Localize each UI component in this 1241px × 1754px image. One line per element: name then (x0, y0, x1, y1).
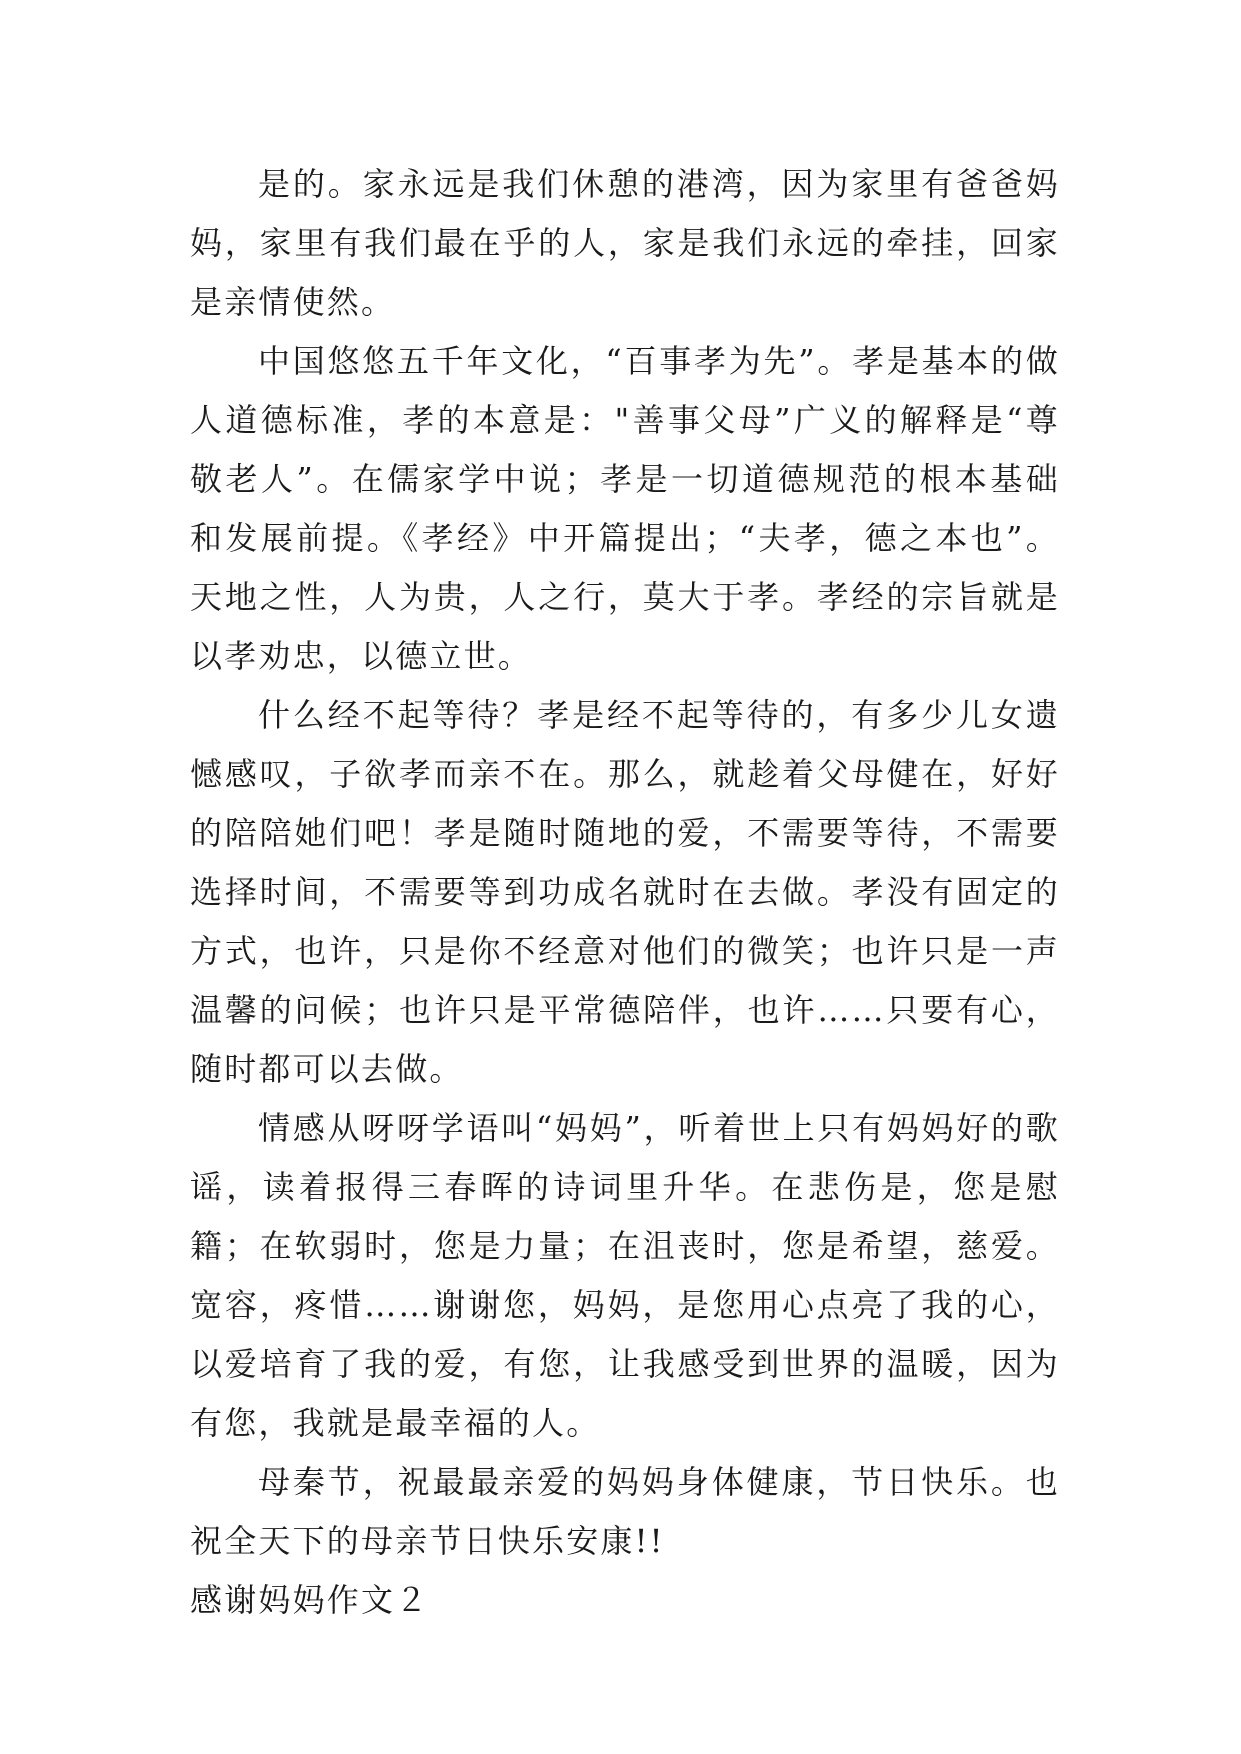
paragraph-cannot-wait: 什么经不起等待？孝是经不起等待的，有多少儿女遗憾感叹，子欲孝而亲不在。那么，就趁着父母健在，好好的陪陪她们吧！孝是随时随地的爱，不需要等待，不需要选择时间，不需要等到功成名就时在去做。孝没有固定的方式，也许，只是你不经意对他们的微笑；也许只是一声温馨的问候；也许只是平常德陪伴，也许……只要有心，随时都可以去做。 (190, 696, 1060, 1088)
document-body (190, 155, 1060, 1630)
paragraph-thanks-mother: 情感从呀呀学语叫“妈妈”，听着世上只有妈妈好的歌谣，读着报得三春晖的诗词里升华。在悲伤是，您是慰籍；在软弱时，您是力量；在沮丧时，您是希望，慈爱。宽容，疼惜……谢谢您，妈妈，是您用心点亮了我的心，以爱培育了我的爱，有您，让我感受到世界的温暖，因为有您，我就是最幸福的人。 (190, 1109, 1060, 1442)
essay-title-2: 感谢妈妈作文２ (190, 1581, 430, 1619)
paragraph-home-harbor: 是的。家永远是我们休憩的港湾，因为家里有爸爸妈妈，家里有我们最在乎的人，家是我们永远的牵挂，回家是亲情使然。 (190, 165, 1060, 321)
paragraph-filial-piety-culture: 中国悠悠五千年文化，“百事孝为先”。孝是基本的做人道德标准，孝的本意是："善事父母”广义的解释是“尊敬老人”。在儒家学中说；孝是一切道德规范的根本基础和发展前提。《孝经》中开篇提出；“夫孝，德之本也”。天地之性，人为贵，人之行，莫大于孝。孝经的宗旨就是以孝劝忠，以德立世。 (190, 342, 1060, 675)
paragraph-mothers-day-wishes: 母秦节，祝最最亲爱的妈妈身体健康，节日快乐。也祝全天下的母亲节日快乐安康!! (190, 1463, 1060, 1560)
